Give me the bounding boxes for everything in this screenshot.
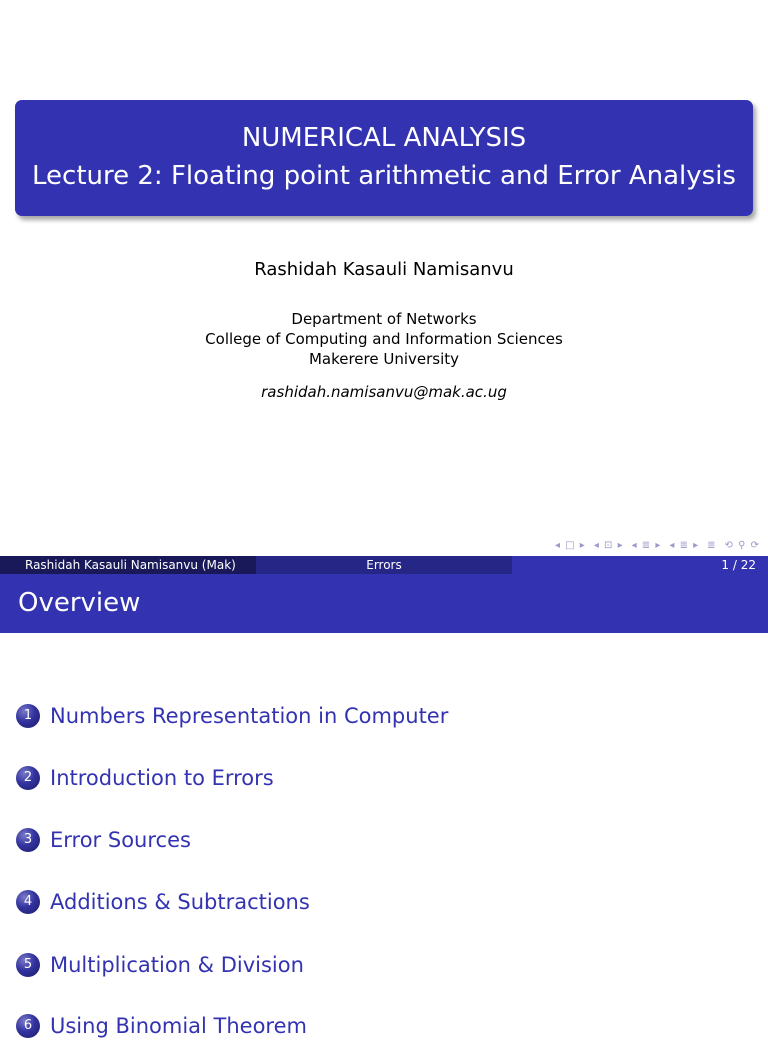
institute-university: Makerere University (308, 350, 460, 368)
author-email: rashidah.namisanvu@mak.ac.ug (261, 383, 507, 401)
toc-item[interactable] (16, 888, 310, 916)
nav-frame-icon[interactable]: ◂ □ ▸ (554, 539, 586, 551)
presentation-subtitle: Lecture 2: Floating point arithmetic and Error Analysis (32, 161, 736, 191)
author-name: Rashidah Kasauli Namisanvu (254, 259, 514, 280)
footer-author: Rashidah Kasauli Namisanvu (Mak) (0, 556, 256, 574)
toc-number-ball-icon: 2 (16, 766, 40, 790)
nav-document-icon[interactable]: ◂ ≣ ▸ (669, 539, 700, 551)
toc-number-ball-icon: 4 (16, 890, 40, 914)
title-box (15, 100, 753, 216)
toc-number-ball-icon: 6 (16, 1014, 40, 1038)
toc-item[interactable] (16, 826, 191, 854)
footer-page-number: 1 / 22 (512, 556, 768, 574)
toc-number-ball-icon: 1 (16, 704, 40, 728)
nav-section-icon[interactable]: ◂ ≣ ▸ (631, 539, 662, 551)
nav-appendix-icon[interactable]: ≣ (707, 539, 717, 551)
nav-subsection-icon[interactable]: ◂ ⊡ ▸ (593, 539, 624, 551)
beamer-navigation[interactable] (555, 537, 760, 553)
nav-search-icon[interactable]: ⟲ ⚲ ⟳ (724, 539, 760, 551)
presentation-title: NUMERICAL ANALYSIS (241, 123, 527, 153)
toc-link[interactable]: Multiplication & Division (50, 953, 304, 977)
toc-number-ball-icon: 5 (16, 953, 40, 977)
overview-slide (0, 556, 768, 1038)
toc-item[interactable] (16, 951, 304, 979)
toc-link[interactable]: Additions & Subtractions (50, 890, 310, 914)
footer-title: Errors (256, 556, 512, 574)
toc-link[interactable]: Numbers Representation in Computer (50, 704, 449, 728)
toc-link[interactable]: Introduction to Errors (50, 766, 274, 790)
frame-title: Overview (0, 574, 768, 633)
toc-link[interactable]: Error Sources (50, 828, 191, 852)
institute-college: College of Computing and Information Sciences (205, 330, 563, 348)
toc-item[interactable] (16, 1012, 307, 1040)
slide-footer (0, 556, 768, 574)
toc-link[interactable]: Using Binomial Theorem (50, 1014, 307, 1038)
toc-item[interactable] (16, 702, 448, 730)
institute-department: Department of Networks (291, 310, 477, 328)
toc-item[interactable] (16, 764, 274, 792)
toc-number-ball-icon: 3 (16, 828, 40, 852)
